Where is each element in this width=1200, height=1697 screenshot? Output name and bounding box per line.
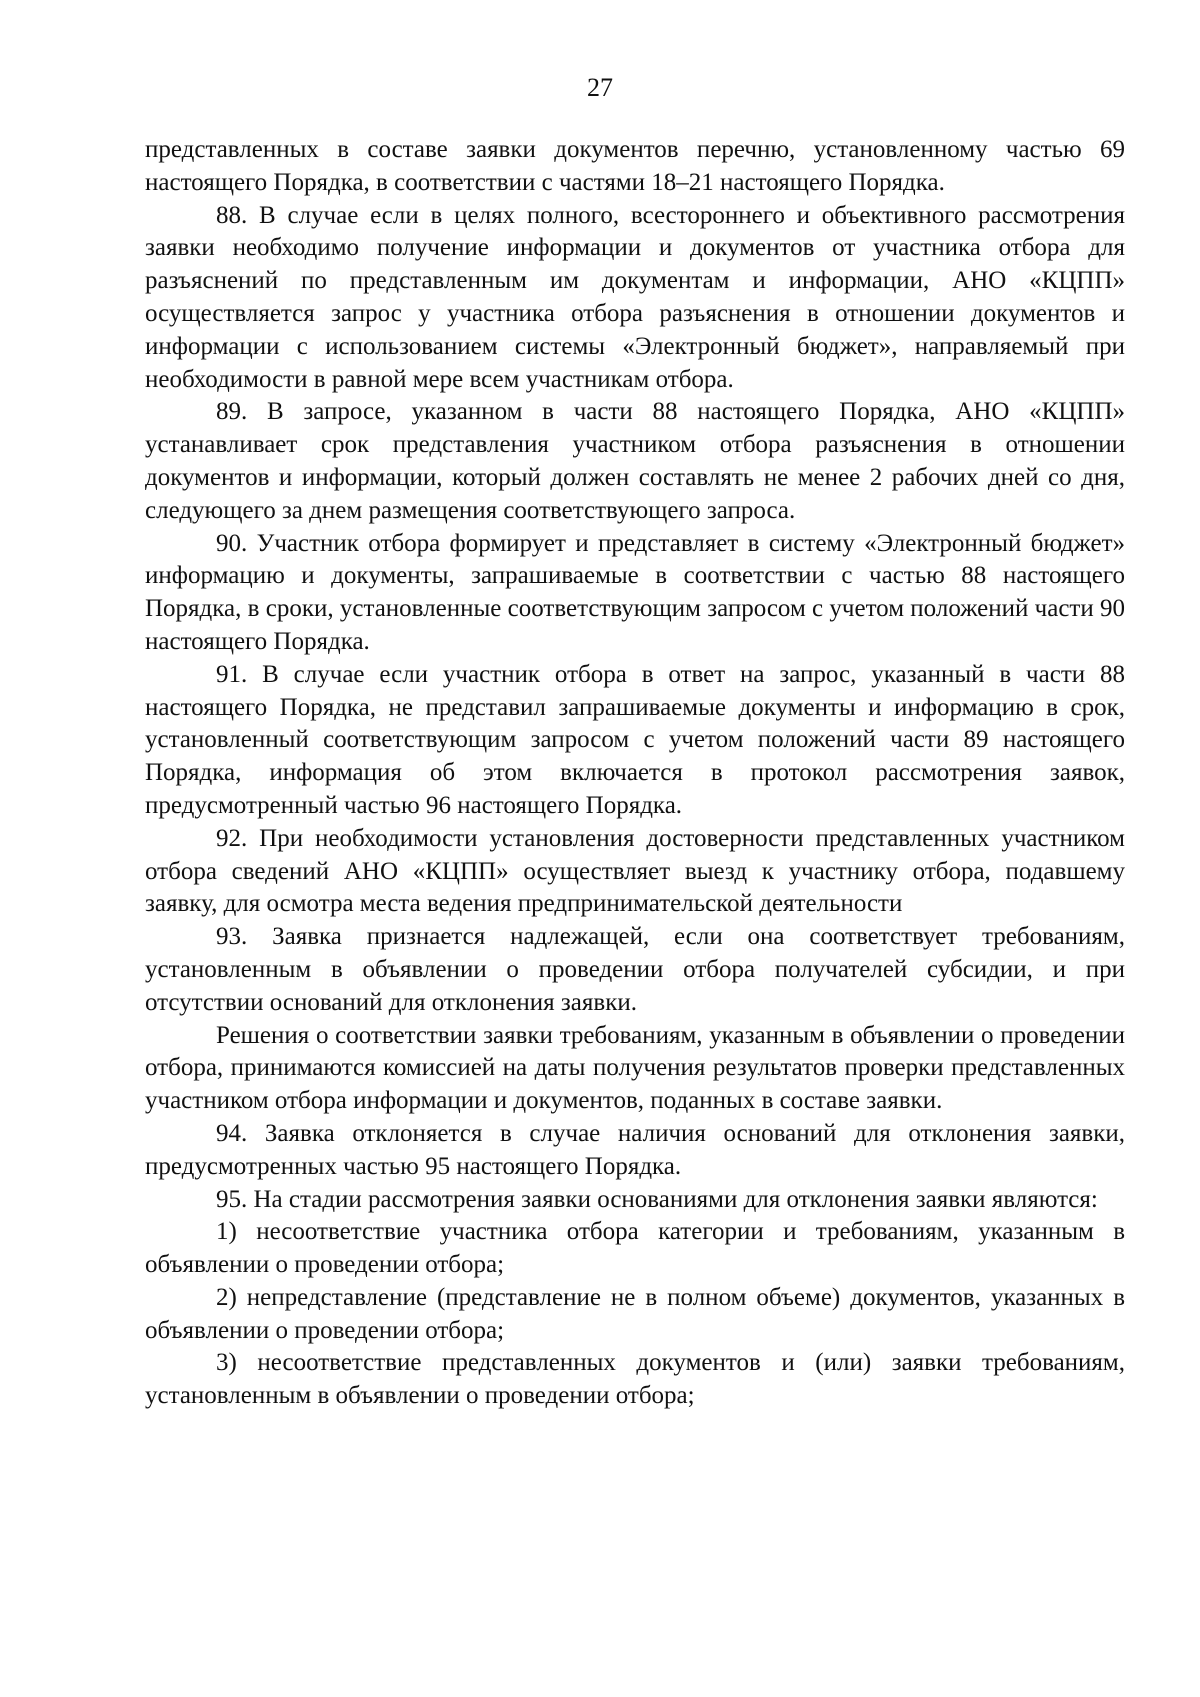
paragraph-93-decisions: Решения о соответствии заявки требованиям, указанным в объявлении о проведении отбора, принимаются комиссией на даты получения результатов проверки представленных участником отбора информации и документов, поданных в составе заявки. <box>145 1021 1125 1115</box>
paragraph-continuation: представленных в составе заявки документов перечню, установленному частью 69 настоящего Порядка, в соответствии с частями 18–21 настоящего Порядка. <box>145 136 1125 196</box>
list-item-95-3: 3) несоответствие представленных документов и (или) заявки требованиям, установленным в объявлении о проведении отбора; <box>145 1349 1125 1410</box>
paragraph-88: 88. В случае если в целях полного, всестороннего и объективного рассмотрения заявки необходимо получение информации и документов от участника отбора для разъяснений по представленным им документам и информации, АНО «КЦПП» осуществляется запрос у участника отбора разъяснения в отношении документов и информации с использованием системы «Электронный бюджет», направляемый при необходимости в равной мере всем участникам отбора. <box>145 201 1125 393</box>
list-item-95-1: 1) несоответствие участника отбора категории и требованиям, указанным в объявлении о проведении отбора; <box>145 1218 1125 1279</box>
paragraph-94: 94. Заявка отклоняется в случае наличия оснований для отклонения заявки, предусмотренных частью 95 настоящего Порядка. <box>145 1119 1125 1180</box>
list-item-95-2: 2) непредставление (представление не в полном объеме) документов, указанных в объявлении о проведении отбора; <box>145 1283 1125 1344</box>
paragraph-95: 95. На стадии рассмотрения заявки основаниями для отклонения заявки являются: <box>216 1185 1098 1213</box>
paragraph-90: 90. Участник отбора формирует и представляет в систему «Электронный бюджет» информацию и документы, запрашиваемые в соответствии с частью 88 настоящего Порядка, в сроки, установленные соответствующим запросом с учетом положений части 90 настоящего Порядка. <box>145 529 1125 655</box>
paragraph-89: 89. В запросе, указанном в части 88 настоящего Порядка, АНО «КЦПП» устанавливает срок представления участником отбора разъяснения в отношении документов и информации, который должен составлять не менее 2 рабочих дней со дня, следующего за днем размещения соответствующего запроса. <box>145 398 1125 524</box>
paragraph-93: 93. Заявка признается надлежащей, если она соответствует требованиям, установленным в объявлении о проведении отбора получателей субсидии, и при отсутствии оснований для отклонения заявки. <box>145 923 1125 1016</box>
paragraph-92: 92. При необходимости установления достоверности представленных участником отбора сведений АНО «КЦПП» осуществляет выезд к участнику отбора, подавшему заявку, для осмотра места ведения предпринимательской деятельности <box>145 824 1125 918</box>
paragraph-91: 91. В случае если участник отбора в ответ на запрос, указанный в части 88 настоящего Порядка, не представил запрашиваемые документы и информацию в срок, установленный соответствующим запросом с учетом положений части 89 настоящего Порядка, информация об этом включается в протокол рассмотрения заявок, предусмотренный частью 96 настоящего Порядка. <box>145 660 1125 819</box>
page-number: 27 <box>587 73 613 102</box>
document-body <box>145 134 1125 1413</box>
